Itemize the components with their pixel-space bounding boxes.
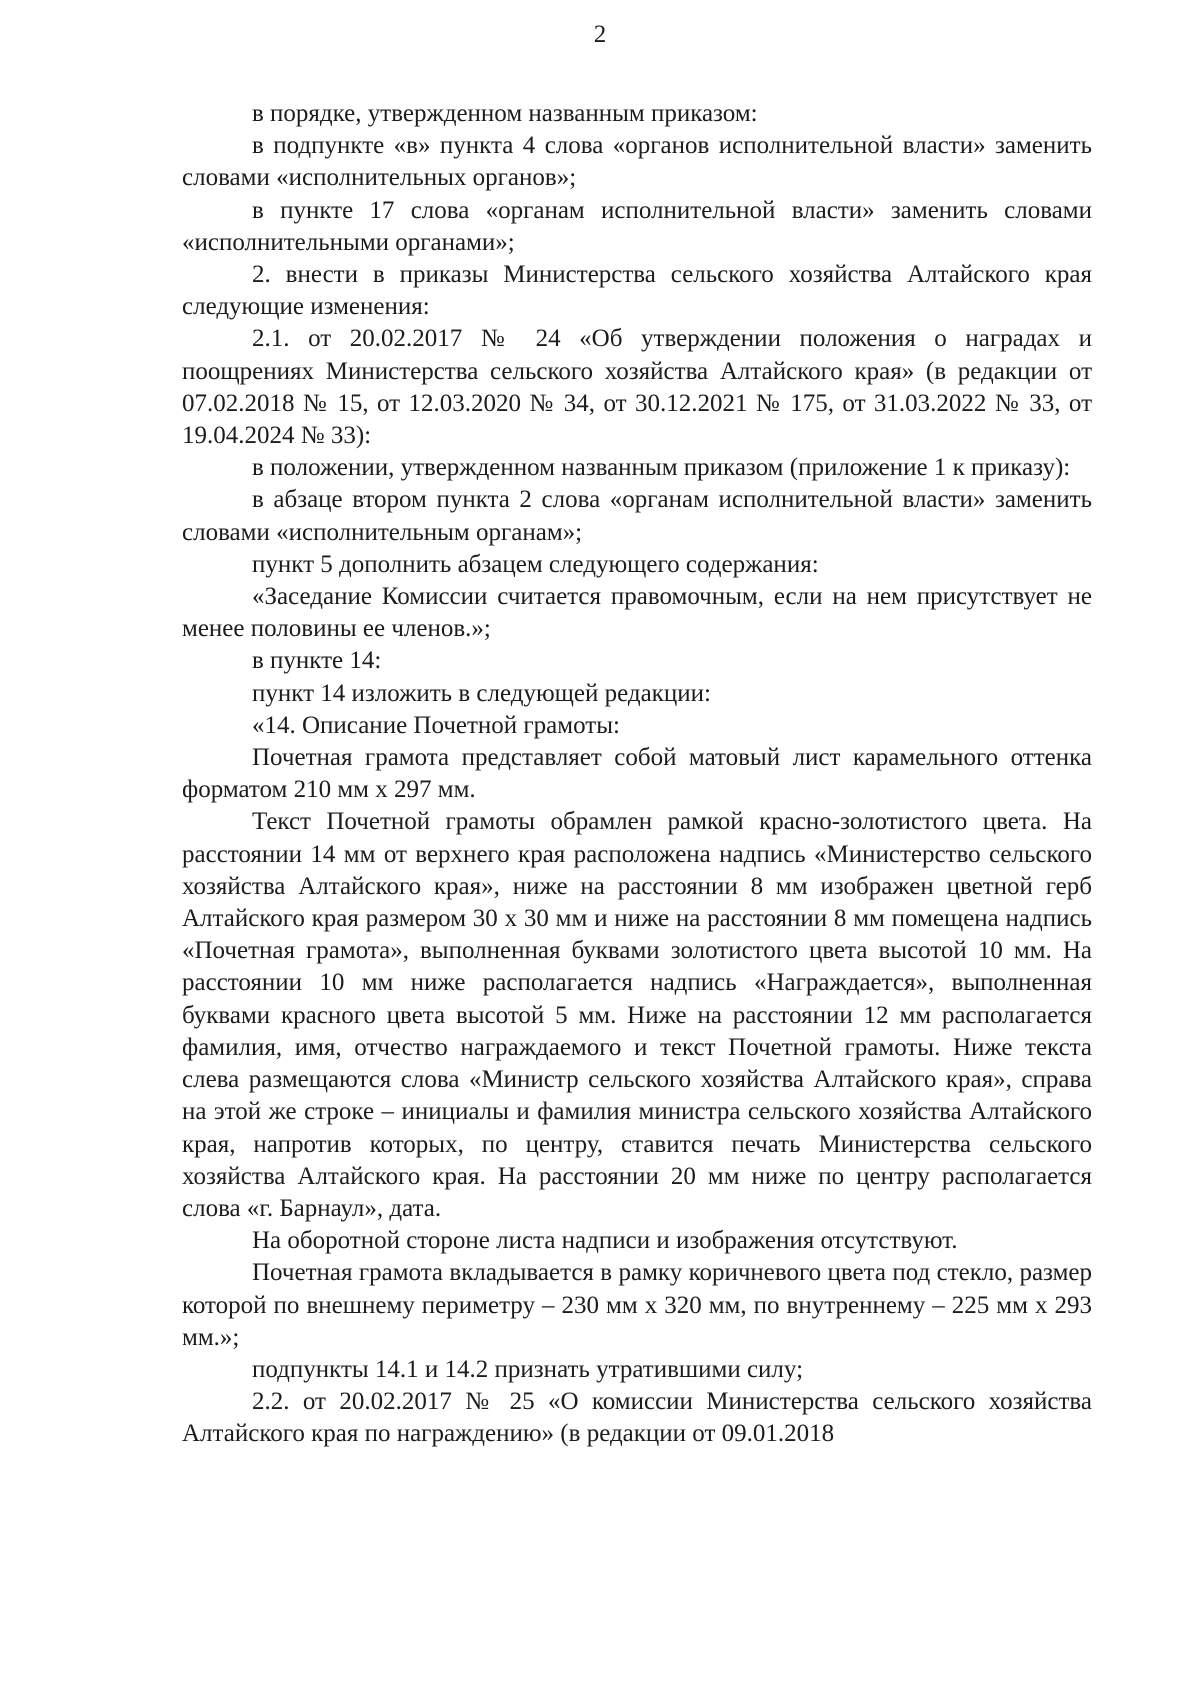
paragraph: подпункты 14.1 и 14.2 признать утратившими силу; xyxy=(252,1355,804,1383)
paragraph: «Заседание Комиссии считается правомочным, если на нем присутствует не менее половины ее членов.»; xyxy=(182,583,1092,643)
paragraph: в положении, утвержденном названным приказом (приложение 1 к приказу): xyxy=(252,454,1071,482)
document-body xyxy=(182,98,1092,1451)
paragraph: Почетная грамота вкладывается в рамку коричневого цвета под стекло, размер которой по внешнему периметру – 230 мм х 320 мм, по внутреннему – 225 мм х 293 мм.»; xyxy=(182,1259,1092,1351)
paragraph: пункт 14 изложить в следующей редакции: xyxy=(252,679,711,707)
paragraph: 2.2. от 20.02.2017 № 25 «О комиссии Министерства сельского хозяйства Алтайского края по награждению» (в редакции от 09.01.2018 xyxy=(182,1388,1092,1448)
paragraph: Почетная грамота представляет собой матовый лист карамельного оттенка форматом 210 мм х 297 мм. xyxy=(182,744,1092,804)
paragraph: 2.1. от 20.02.2017 № 24 «Об утверждении положения о наградах и поощрениях Министерства сельского хозяйства Алтайского края» (в редакции от 07.02.2018 № 15, от 12.03.2020 № 34, от 30.12.2021 № 175, от 31.03.2022 № 33, от 19.04.2024 № 33): xyxy=(182,325,1092,450)
paragraph: Текст Почетной грамоты обрамлен рамкой красно-золотистого цвета. На расстоянии 14 мм от верхнего края расположена надпись «Министерство сельского хозяйства Алтайского края», ниже на расстоянии 8 мм изображен цветной герб Алтайского края размером 30 х 30 мм и ниже на расстоянии 8 мм помещена надпись «Почетная грамота», выполненная буквами золотистого цвета высотой 10 мм. На расстоянии 10 мм ниже располагается надпись «Награждается», выполненная буквами красного цвета высотой 5 мм. Ниже на расстоянии 12 мм располагается фамилия, имя, отчество награждаемого и текст Почетной грамоты. Ниже текста слева размещаются слова «Министр сельского хозяйства Алтайского края», справа на этой же строке – инициалы и фамилия министра сельского хозяйства Алтайского края, напротив которых, по центру, ставится печать Министерства сельского хозяйства Алтайского края. На расстоянии 20 мм ниже по центру располагается слова «г. Барнаул», дата. xyxy=(182,808,1092,1222)
paragraph: в порядке, утвержденном названным приказом: xyxy=(252,100,758,127)
paragraph: На оборотной стороне листа надписи и изображения отсутствуют. xyxy=(252,1227,958,1255)
paragraph: в подпункте «в» пункта 4 слова «органов исполнительной власти» заменить словами «исполнительных органов»; xyxy=(182,132,1092,192)
paragraph: «14. Описание Почетной грамоты: xyxy=(252,711,620,739)
paragraph: в пункте 17 слова «органам исполнительной власти» заменить словами «исполнительными органами»; xyxy=(182,196,1092,256)
paragraph: в абзаце втором пункта 2 слова «органам исполнительной власти» заменить словами «исполнительным органам»; xyxy=(182,486,1092,546)
page-number: 2 xyxy=(593,21,607,48)
paragraph: 2. внести в приказы Министерства сельского хозяйства Алтайского края следующие изменения: xyxy=(182,261,1092,321)
paragraph: в пункте 14: xyxy=(252,647,382,675)
paragraph: пункт 5 дополнить абзацем следующего содержания: xyxy=(252,550,819,578)
